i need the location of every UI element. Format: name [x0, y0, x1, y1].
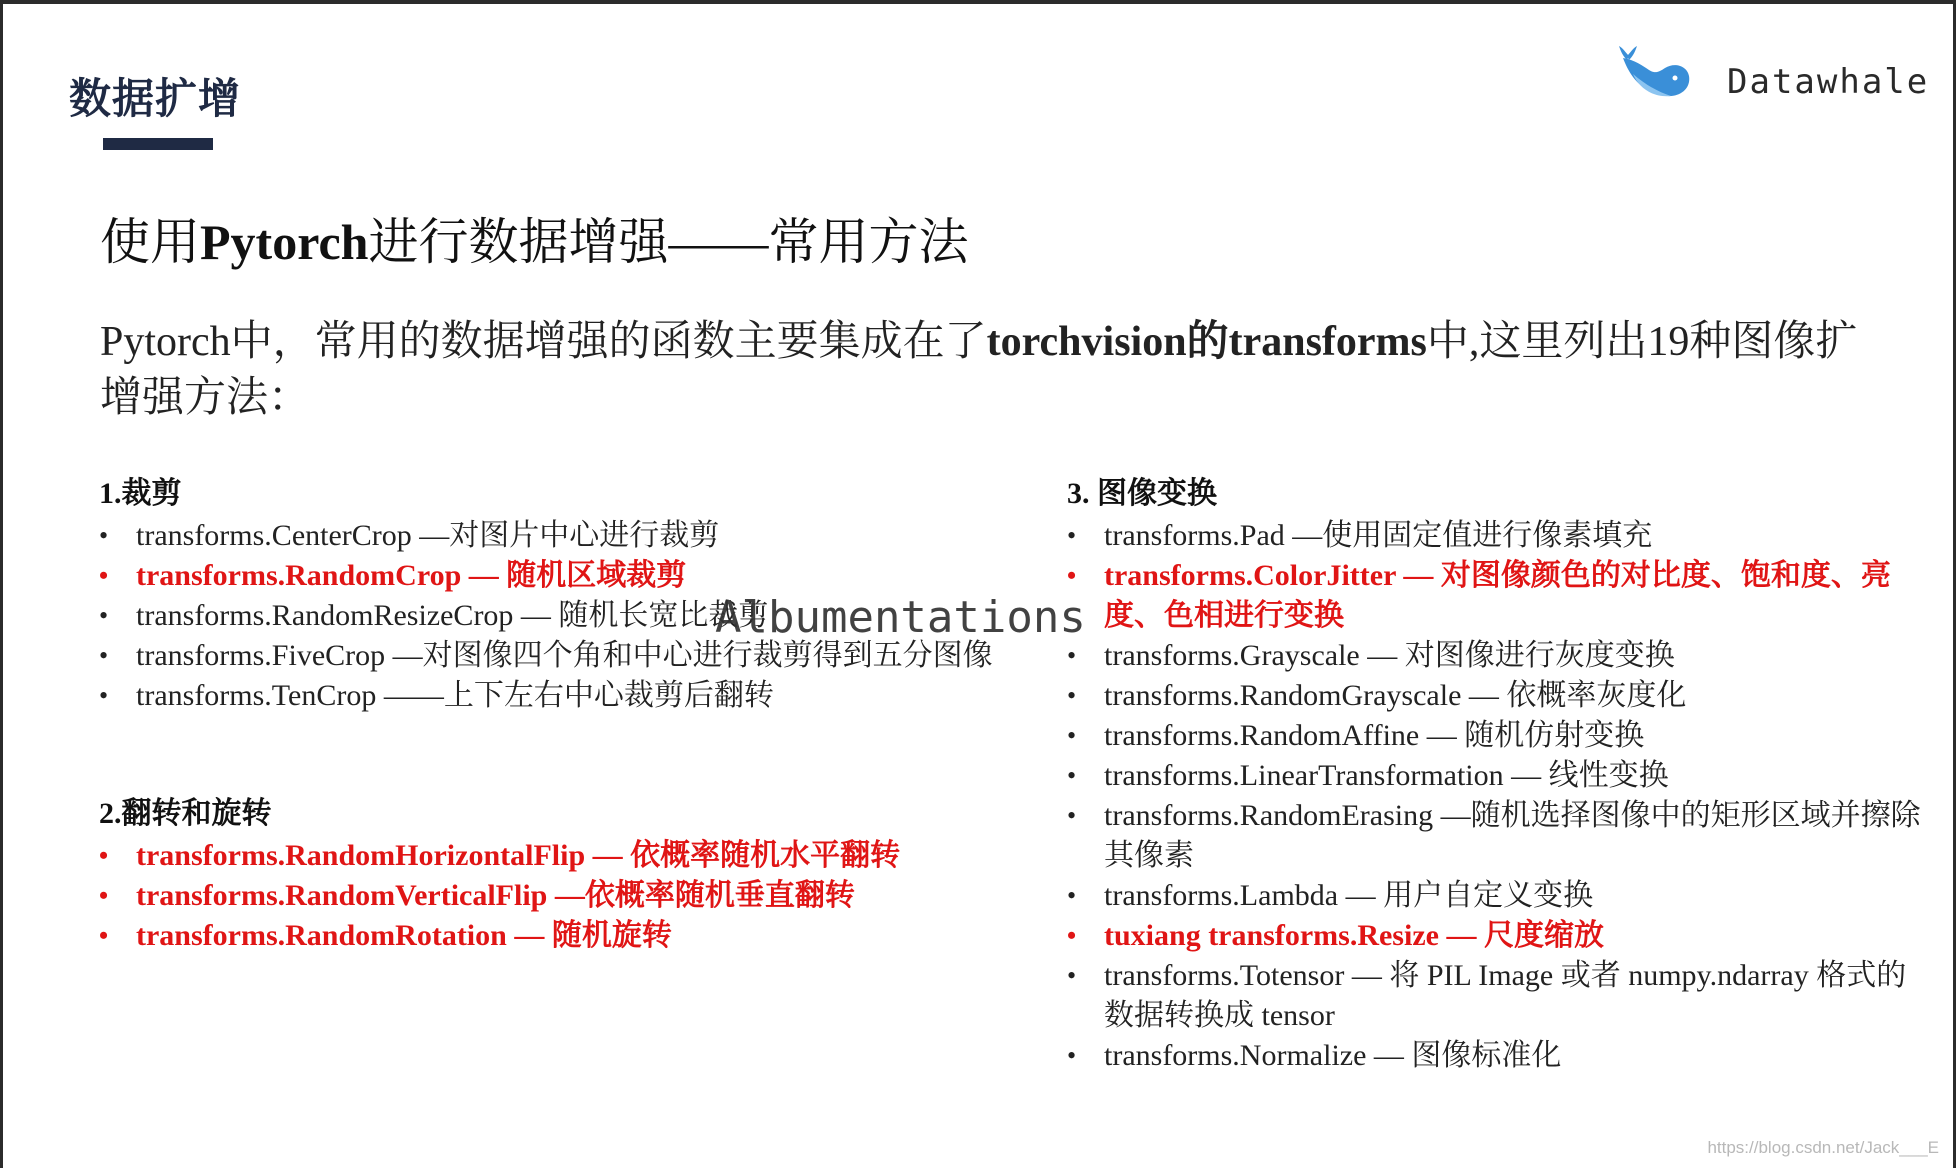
item-text: transforms.RandomCrop — 随机区域裁剪: [136, 559, 687, 592]
group-title: 1.裁剪: [99, 477, 182, 510]
right-column: [1067, 474, 1927, 1076]
bullet-icon: •: [99, 841, 109, 870]
item-text: transforms.ColorJitter — 对图像颜色的对比度、饱和度、亮度、色相进行变换: [1104, 559, 1891, 632]
bullet-icon: •: [1067, 641, 1077, 670]
bullet-icon: •: [99, 521, 109, 550]
section-title: 数据扩增: [69, 74, 242, 123]
item-text: transforms.Pad —使用固定值进行像素填充: [1104, 519, 1653, 552]
item-text: transforms.RandomResizeCrop — 随机长宽比裁剪: [136, 599, 769, 632]
list-item: [1067, 956, 1927, 1036]
bullet-icon: •: [99, 881, 109, 910]
bullet-icon: •: [99, 921, 109, 950]
list-item: [99, 676, 999, 716]
whale-icon: [1615, 44, 1695, 110]
list-item: [99, 916, 999, 956]
bullet-icon: •: [1067, 681, 1077, 710]
list-item: [99, 516, 999, 556]
logo-text: Datawhale: [1727, 62, 1930, 102]
list-item: [1067, 756, 1927, 796]
list-item: [99, 556, 999, 596]
bullet-icon: •: [99, 561, 109, 590]
list-item: [1067, 636, 1927, 676]
item-list: [99, 836, 999, 956]
title-underline: [103, 138, 213, 150]
item-list: [1067, 516, 1927, 1076]
list-item: [1067, 556, 1927, 636]
item-text: transforms.RandomAffine — 随机仿射变换: [1104, 719, 1645, 752]
list-item: [1067, 516, 1927, 556]
datawhale-logo: [1615, 44, 1930, 114]
item-text: transforms.RandomGrayscale — 依概率灰度化: [1104, 679, 1687, 712]
list-item: [1067, 796, 1927, 876]
group-image-transform: [1067, 474, 1927, 1076]
bullet-icon: •: [1067, 921, 1077, 950]
bullet-icon: •: [99, 641, 109, 670]
bullet-icon: •: [1067, 881, 1077, 910]
group-title: 2.翻转和旋转: [99, 797, 272, 830]
item-text: transforms.RandomVerticalFlip —依概率随机垂直翻转: [136, 879, 855, 912]
item-text: transforms.TenCrop ——上下左右中心裁剪后翻转: [136, 679, 774, 712]
list-item: [1067, 876, 1927, 916]
bullet-icon: •: [1067, 521, 1077, 550]
list-item: [1067, 916, 1927, 956]
item-text: transforms.LinearTransformation — 线性变换: [1104, 759, 1669, 792]
list-item: [99, 876, 999, 916]
list-item: [1067, 1036, 1927, 1076]
bullet-icon: •: [1067, 961, 1077, 990]
list-item: [1067, 716, 1927, 756]
overlay-text: Albumentations: [715, 592, 1086, 643]
item-text: tuxiang transforms.Resize — 尺度缩放: [1104, 919, 1604, 952]
item-text: transforms.Totensor — 将 PIL Image 或者 numpy.ndarray 格式的数据转换成 tensor: [1104, 959, 1907, 1032]
item-text: transforms.FiveCrop —对图像四个角和中心进行裁剪得到五分图像: [136, 639, 993, 672]
bullet-icon: •: [1067, 761, 1077, 790]
item-text: transforms.Normalize — 图像标准化: [1104, 1039, 1562, 1072]
bullet-icon: •: [1067, 721, 1077, 750]
list-item: [99, 836, 999, 876]
item-text: transforms.Lambda — 用户自定义变换: [1104, 879, 1594, 912]
intro-paragraph: Pytorch中，常用的数据增强的函数主要集成在了torchvision的transforms中,这里列出19种图像扩增强方法：: [100, 319, 1858, 421]
bullet-icon: •: [1067, 561, 1077, 590]
item-text: transforms.CenterCrop —对图片中心进行裁剪: [136, 519, 720, 552]
bullet-icon: •: [99, 681, 109, 710]
list-item: [1067, 676, 1927, 716]
item-text: transforms.RandomHorizontalFlip — 依概率随机水平翻转: [136, 839, 901, 872]
item-text: transforms.Grayscale — 对图像进行灰度变换: [1104, 639, 1675, 672]
group-title: 3. 图像变换: [1067, 477, 1217, 510]
left-column: [99, 474, 999, 956]
bullet-icon: •: [1067, 801, 1077, 830]
bullet-icon: •: [99, 601, 109, 630]
watermark: https://blog.csdn.net/Jack___E: [1707, 1138, 1939, 1157]
page-title: 使用Pytorch进行数据增强——常用方法: [100, 214, 969, 270]
item-text: transforms.RandomRotation — 随机旋转: [136, 919, 672, 952]
group-flip-rotation: [99, 794, 999, 956]
bullet-icon: •: [1067, 1041, 1077, 1070]
item-text: transforms.RandomErasing —随机选择图像中的矩形区域并擦除其像素: [1104, 799, 1921, 872]
